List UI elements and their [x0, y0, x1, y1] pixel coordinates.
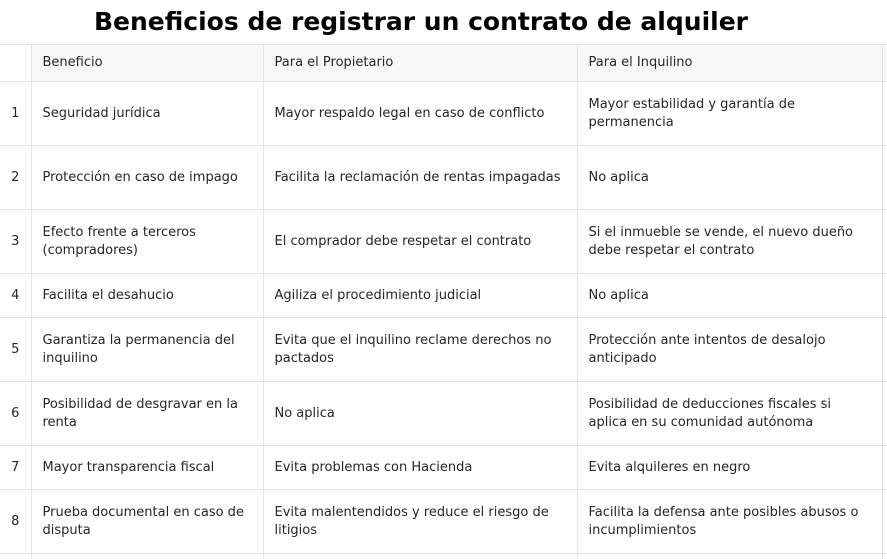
cell-beneficio[interactable]: Protección en caso de impago [31, 146, 263, 210]
cell-beneficio[interactable]: Facilita el desahucio [31, 274, 263, 318]
cell-propietario[interactable]: Agiliza el procedimiento judicial [263, 274, 577, 318]
table-row [0, 82, 887, 146]
page-title: Beneficios de registrar un contrato de alquiler [94, 7, 748, 36]
cell-inquilino[interactable]: Si el inmueble se vende, el nuevo dueño debe respetar el contrato [577, 210, 882, 274]
row-number: 8 [0, 490, 31, 554]
benefits-table [0, 44, 887, 559]
table-row [0, 490, 887, 554]
table-row [0, 382, 887, 446]
cell-propietario[interactable]: Facilita la reclamación de rentas impagadas [263, 146, 577, 210]
cell-beneficio[interactable]: Posibilidad de desgravar en la renta [31, 382, 263, 446]
table-row-partial [0, 554, 887, 559]
cell-inquilino[interactable]: Evita alquileres en negro [577, 446, 882, 490]
column-header-beneficio[interactable]: Beneficio [31, 45, 263, 82]
cell-inquilino[interactable]: No aplica [577, 274, 882, 318]
cell-propietario[interactable]: Mayor respaldo legal en caso de conflicto [263, 82, 577, 146]
row-number: 1 [0, 82, 31, 146]
cell-inquilino[interactable]: No aplica [577, 146, 882, 210]
table-row [0, 446, 887, 490]
row-number: 6 [0, 382, 31, 446]
row-number [0, 554, 31, 559]
column-header-inquilino[interactable]: Para el Inquilino [577, 45, 882, 82]
column-header-propietario[interactable]: Para el Propietario [263, 45, 577, 82]
table-header-row [0, 45, 887, 82]
cell-propietario[interactable]: Evita malentendidos y reduce el riesgo de litigios [263, 490, 577, 554]
cell-extra [882, 554, 887, 559]
row-number: 4 [0, 274, 31, 318]
cell-inquilino[interactable]: Mayor estabilidad y garantía de permanencia [577, 82, 882, 146]
cell-propietario[interactable]: Evita problemas con Hacienda [263, 446, 577, 490]
cell-extra [882, 146, 887, 210]
row-index-header [0, 45, 31, 82]
cell-extra [882, 382, 887, 446]
cell-beneficio[interactable]: Garantiza la permanencia del inquilino [31, 318, 263, 382]
column-header-extra [882, 45, 887, 82]
cell-propietario [263, 554, 577, 559]
cell-beneficio[interactable]: Mayor transparencia fiscal [31, 446, 263, 490]
table-row [0, 318, 887, 382]
row-number: 3 [0, 210, 31, 274]
cell-beneficio[interactable]: Prueba documental en caso de disputa [31, 490, 263, 554]
cell-beneficio[interactable]: Seguridad jurídica [31, 82, 263, 146]
cell-beneficio [31, 554, 263, 559]
cell-extra [882, 82, 887, 146]
cell-inquilino [577, 554, 882, 559]
table-row [0, 274, 887, 318]
cell-beneficio[interactable]: Efecto frente a terceros (compradores) [31, 210, 263, 274]
cell-inquilino[interactable]: Posibilidad de deducciones fiscales si aplica en su comunidad autónoma [577, 382, 882, 446]
cell-extra [882, 446, 887, 490]
cell-extra [882, 318, 887, 382]
table-row [0, 210, 887, 274]
row-number: 7 [0, 446, 31, 490]
cell-propietario[interactable]: El comprador debe respetar el contrato [263, 210, 577, 274]
row-number: 5 [0, 318, 31, 382]
table-row [0, 146, 887, 210]
cell-extra [882, 274, 887, 318]
cell-extra [882, 490, 887, 554]
cell-extra [882, 210, 887, 274]
cell-propietario[interactable]: No aplica [263, 382, 577, 446]
row-number: 2 [0, 146, 31, 210]
cell-inquilino[interactable]: Facilita la defensa ante posibles abusos o incumplimientos [577, 490, 882, 554]
cell-inquilino[interactable]: Protección ante intentos de desalojo anticipado [577, 318, 882, 382]
cell-propietario[interactable]: Evita que el inquilino reclame derechos no pactados [263, 318, 577, 382]
